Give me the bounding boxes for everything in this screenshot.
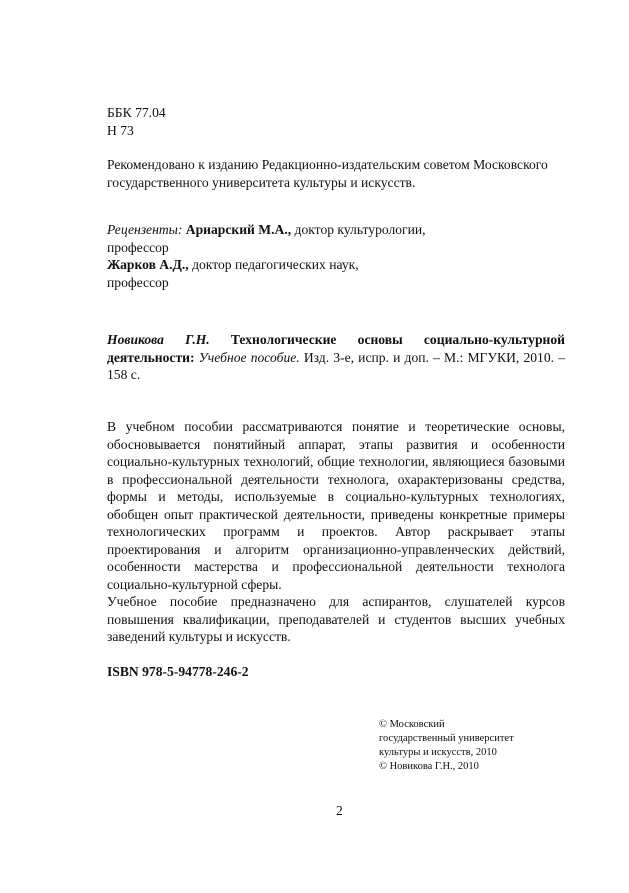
copyright-line-3: культуры и искусств, 2010: [379, 747, 497, 758]
copyright-line-4: © Новикова Г.Н., 2010: [379, 761, 479, 772]
biblio-title: Технологические основы социально-культурной деятельности:: [107, 332, 565, 365]
reviewers-label: Рецензенты:: [107, 222, 183, 237]
reviewer-2: [107, 256, 565, 274]
isbn: ISBN 978-5-94778-246-2: [107, 664, 249, 679]
reviewers-section: [107, 221, 565, 291]
recommendation-text: Рекомендовано к изданию Редакционно-издательским советом Московского государственного университета культуры и искусств.: [107, 157, 548, 190]
biblio-type: Учебное пособие.: [194, 349, 300, 365]
bbk-code: ББК 77.04: [107, 105, 166, 120]
author-code: Н 73: [107, 122, 134, 138]
annotation-paragraph-1: [107, 418, 565, 593]
reviewer-1: [107, 221, 565, 239]
reviewer-2-name: Жарков А.Д.,: [107, 257, 189, 272]
annotation-paragraph-2: [107, 593, 565, 646]
annotation-paragraph-2-text: Учебное пособие предназначено для аспирантов, слушателей курсов повышения квалификации, преподавателей и студентов высших учебных заведений культуры и искусств.: [107, 594, 565, 644]
copyright-block: [379, 718, 559, 774]
copyright-line-2: государственный университет: [379, 733, 514, 744]
recommendation-note: [107, 156, 565, 191]
page-number: 2: [336, 803, 343, 818]
bibliographic-record: [107, 331, 565, 384]
reviewer-2-title: профессор: [107, 274, 169, 290]
copyright-line-1: © Московский: [379, 719, 445, 730]
classification-codes: [107, 104, 565, 139]
reviewer-1-name: Ариарский М.А.,: [185, 222, 292, 237]
biblio-edition: Изд. 3-е, испр. и доп. – М.: МГУКИ, 2010. – 158 с.: [107, 349, 565, 382]
annotation-paragraph-1-text: В учебном пособии рассматриваются понятие и теоретические основы, обосновывается понятийный аппарат, этапы развития и особенности социально-культурных технологий, общие технологии, являющиеся базовыми в профессиональной деятельности технолога, охарактеризованы средства, формы и методы, используемые в социально-культурных технологиях, обобщен опыт практической деятельности, приведены конкретные примеры технологических программ и проектов. Автор раскрывает этапы проектирования и алгоритм организационно-управленческих действий, особенности мастерства и профессиональной деятельности технолога социально-культурной сферы.: [107, 419, 565, 592]
reviewer-1-degree: доктор культурологии,: [291, 222, 426, 237]
biblio-author: Новикова Г.Н.: [107, 332, 210, 347]
reviewer-1-title: профессор: [107, 239, 169, 255]
annotation: [107, 418, 565, 646]
reviewer-2-degree: доктор педагогических наук,: [188, 257, 359, 272]
